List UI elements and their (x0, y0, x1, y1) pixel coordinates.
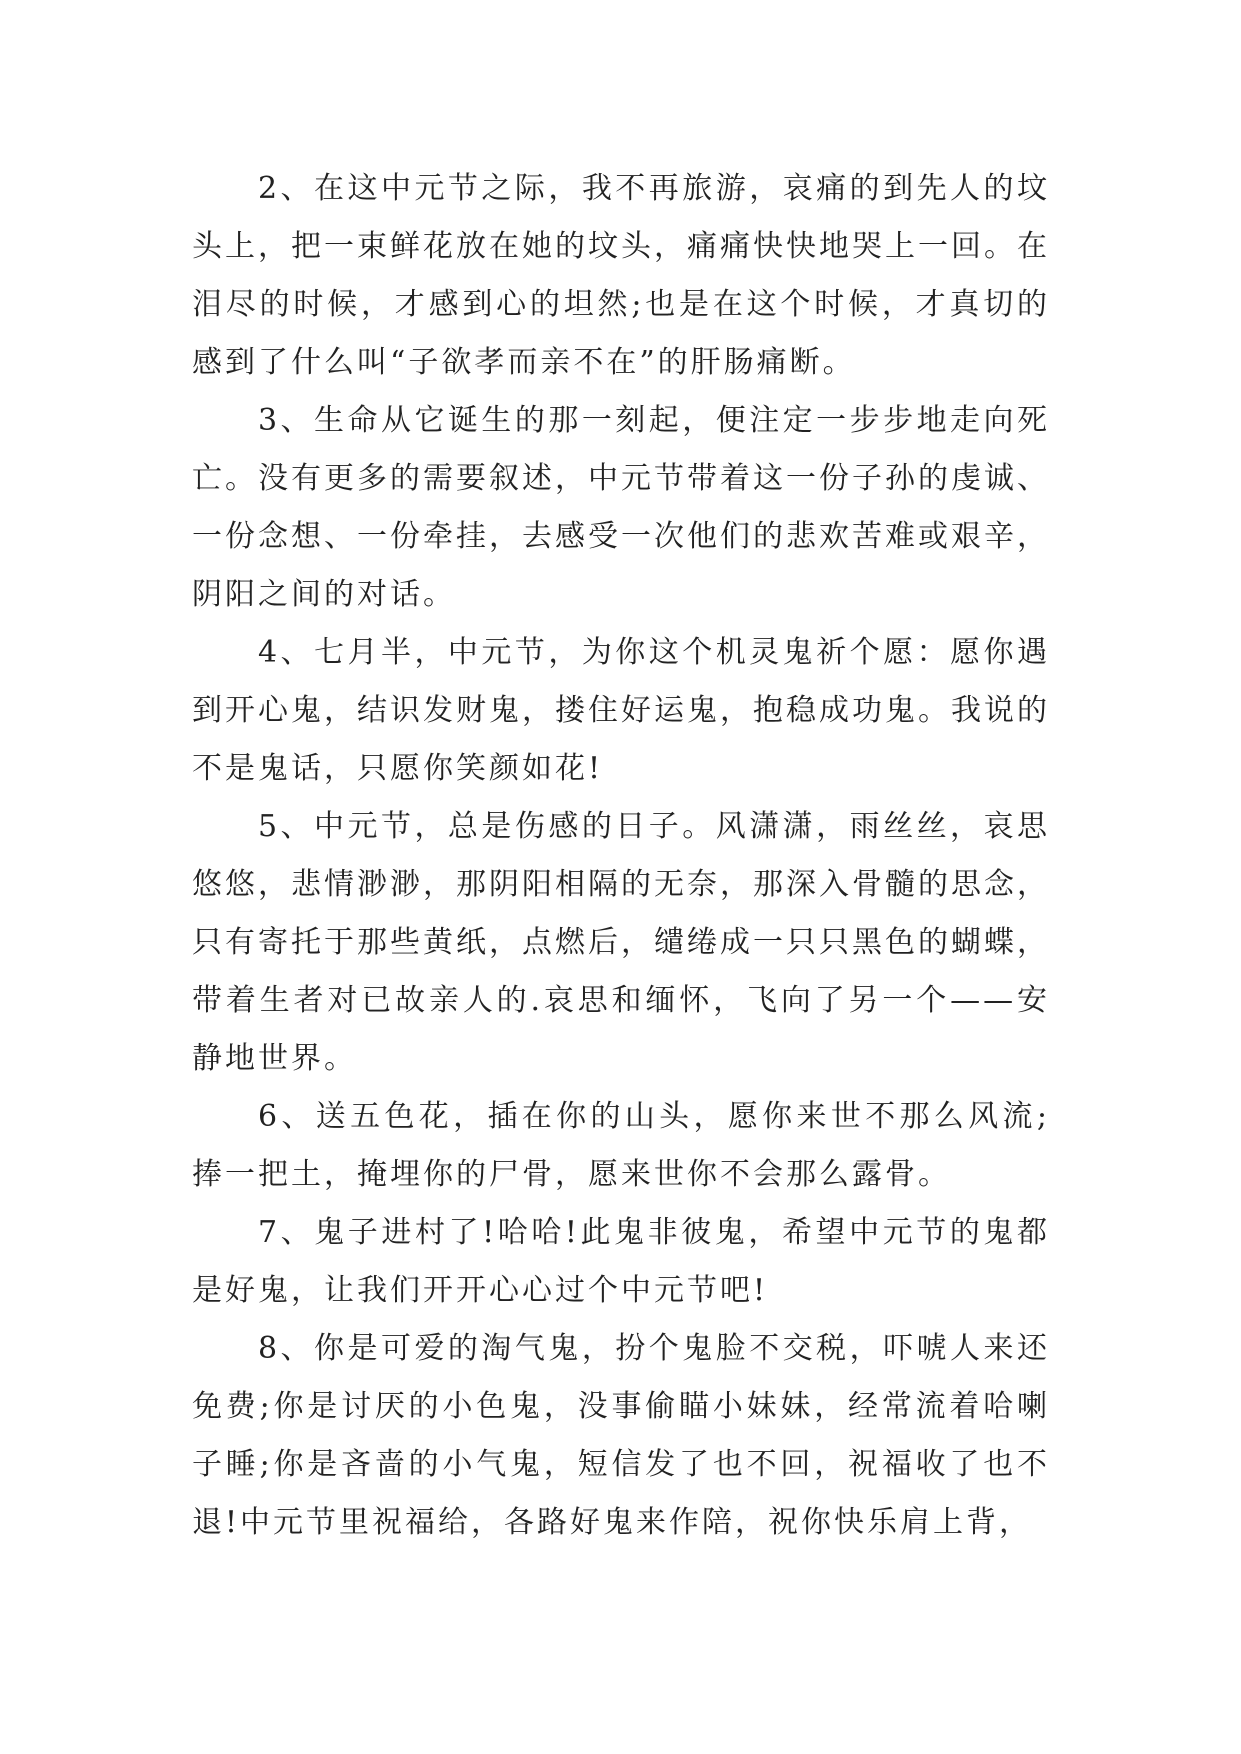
document-body (192, 160, 1050, 1552)
paragraph-7: 7、鬼子进村了!哈哈!此鬼非彼鬼，希望中元节的鬼都是好鬼，让我们开开心心过个中元节吧! (192, 1215, 1050, 1308)
paragraph-6: 6、送五色花，插在你的山头，愿你来世不那么风流;捧一把土，掩埋你的尸骨，愿来世你不会那么露骨。 (192, 1099, 1050, 1192)
paragraph-8: 8、你是可爱的淘气鬼，扮个鬼脸不交税，吓唬人来还免费;你是讨厌的小色鬼，没事偷瞄小妹妹，经常流着哈喇子睡;你是吝啬的小气鬼，短信发了也不回，祝福收了也不退!中元节里祝福给，各路好鬼来作陪，祝你快乐肩上背， (192, 1331, 1050, 1540)
paragraph-2: 2、在这中元节之际，我不再旅游，哀痛的到先人的坟头上，把一束鲜花放在她的坟头，痛痛快快地哭上一回。在泪尽的时候，才感到心的坦然;也是在这个时候，才真切的感到了什么叫“子欲孝而亲不在”的肝肠痛断。 (192, 171, 1050, 380)
paragraph-4: 4、七月半，中元节，为你这个机灵鬼祈个愿：愿你遇到开心鬼，结识发财鬼，搂住好运鬼，抱稳成功鬼。我说的不是鬼话，只愿你笑颜如花! (192, 635, 1050, 786)
paragraph-5: 5、中元节，总是伤感的日子。风潇潇，雨丝丝，哀思悠悠，悲情渺渺，那阴阳相隔的无奈，那深入骨髓的思念，只有寄托于那些黄纸，点燃后，缱绻成一只只黑色的蝴蝶，带着生者对已故亲人的.哀思和缅怀，飞向了另一个——安静地世界。 (192, 809, 1050, 1076)
paragraph-3: 3、生命从它诞生的那一刻起，便注定一步步地走向死亡。没有更多的需要叙述，中元节带着这一份子孙的虔诚、一份念想、一份牵挂，去感受一次他们的悲欢苦难或艰辛，阴阳之间的对话。 (192, 403, 1050, 612)
